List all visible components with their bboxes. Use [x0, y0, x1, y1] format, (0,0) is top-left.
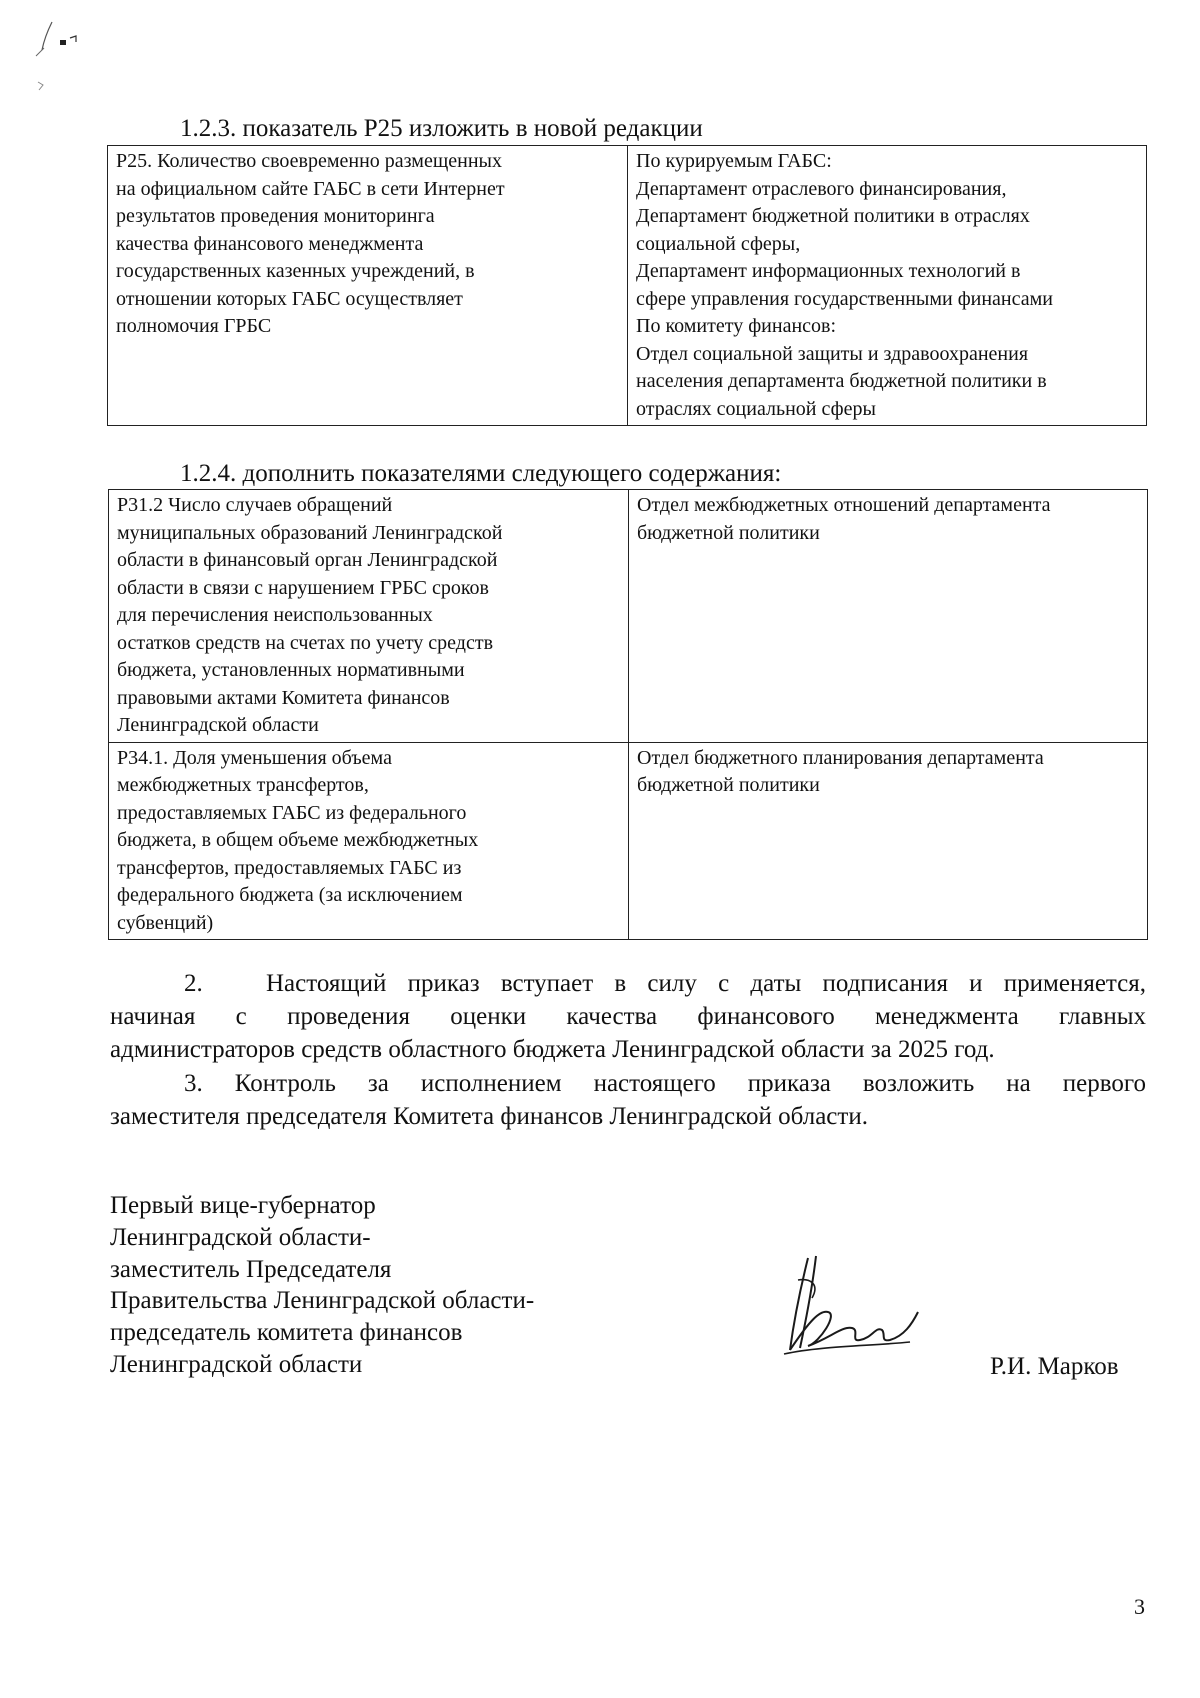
indicator-table-additions [108, 489, 1148, 940]
signatory-name: Р.И. Марков [990, 1353, 1119, 1380]
cell-line: бюджета, в общем объеме межбюджетных [117, 829, 479, 851]
indicator-cell [109, 742, 629, 940]
cell-line: результатов проведения мониторинга [116, 205, 435, 227]
table-row [109, 490, 1148, 743]
cell-line: сфере управления государственными финансами [636, 287, 1053, 310]
cell-line: трансфертов, предоставляемых ГАБС из [117, 856, 462, 879]
cell-line: муниципальных образований Ленинградской [117, 521, 503, 544]
cell-line: бюджетной политики [637, 774, 820, 796]
paragraph-line: 3. Контроль за исполнением настоящего приказа возложить на первого [184, 1070, 1146, 1097]
cell-line: правовыми актами Комитета финансов [117, 686, 450, 709]
responsible-cell [628, 146, 1147, 426]
cell-line: для перечисления неиспользованных [117, 604, 433, 626]
handwritten-signature [780, 1250, 930, 1360]
signatory-title-line: заместитель Председателя [110, 1255, 392, 1283]
cell-line: области в связи с нарушением ГРБС сроков [117, 576, 489, 599]
signatory-title-line: председатель комитета финансов [110, 1319, 463, 1347]
signatory-title-line: Ленинградской области- [110, 1223, 371, 1251]
paragraph-number: 2. [184, 970, 203, 997]
indicator-cell [108, 146, 628, 426]
signatory-title [110, 1190, 534, 1381]
cell-line: Ленинградской области [117, 714, 319, 736]
page-number: 3 [1134, 1594, 1145, 1619]
cell-line: Департамент отраслевого финансирования, [636, 177, 1007, 200]
cell-line: Отдел межбюджетных отношений департамента [637, 494, 1051, 516]
cell-line: полномочия ГРБС [116, 315, 272, 337]
cell-line: По курируемым ГАБС: [636, 150, 832, 172]
paragraph-line-text: Настоящий приказ вступает в силу с даты подписания и применяется, [266, 970, 1146, 997]
cell-line: Отдел бюджетного планирования департамента [637, 746, 1044, 769]
cell-line: качества финансового менеджмента [116, 232, 424, 255]
paragraph-2 [110, 967, 1146, 1066]
cell-line: бюджета, установленных нормативными [117, 659, 465, 681]
cell-line: Р31.2 Число случаев обращений [117, 494, 393, 516]
responsible-cell [629, 490, 1148, 743]
paragraph-line: начиная с проведения оценки качества финансового менеджмента главных [110, 1003, 1146, 1030]
cell-line: федерального бюджета (за исключением [117, 884, 463, 906]
cell-line: межбюджетных трансфертов, [117, 774, 369, 796]
paragraph-line: администраторов средств областного бюджета Ленинградской области за 2025 год. [110, 1036, 995, 1063]
cell-line: Отдел социальной защиты и здравоохранения [636, 342, 1029, 365]
signatory-title-line: Ленинградской области [110, 1350, 363, 1378]
cell-line: Р34.1. Доля уменьшения объема [117, 746, 392, 769]
signatory-title-line: Первый вице-губернатор [110, 1192, 376, 1219]
paragraph-3 [110, 1067, 1146, 1133]
indicator-cell [109, 490, 629, 743]
cell-line: По комитету финансов: [636, 315, 837, 337]
cell-line: на официальном сайте ГАБС в сети Интернет [116, 177, 505, 200]
cell-line: социальной сферы, [636, 232, 801, 255]
indicator-table-p25 [107, 145, 1147, 426]
cell-line: бюджетной политики [637, 521, 820, 544]
cell-line: Департамент информационных технологий в [636, 260, 1021, 282]
scan-marks [30, 10, 100, 100]
paragraph-line [110, 967, 1146, 1000]
cell-line: населения департамента бюджетной политики в [636, 370, 1047, 392]
section-heading-1-2-3: 1.2.3. показатель Р25 изложить в новой редакции [180, 115, 703, 142]
cell-line: отношении которых ГАБС осуществляет [116, 287, 463, 310]
cell-line: отраслях социальной сферы [636, 397, 876, 420]
table-row [108, 146, 1147, 426]
paragraph-line: заместителя председателя Комитета финансов Ленинградской области. [110, 1103, 868, 1130]
responsible-cell [629, 742, 1148, 940]
cell-line: области в финансовый орган Ленинградской [117, 549, 498, 571]
section-heading-1-2-4: 1.2.4. дополнить показателями следующего содержания: [180, 460, 782, 487]
cell-line: остатков средств на счетах по учету средств [117, 631, 494, 654]
cell-line: предоставляемых ГАБС из федерального [117, 801, 467, 824]
signatory-title-line: Правительства Ленинградской области- [110, 1287, 535, 1315]
cell-line: государственных казенных учреждений, в [116, 260, 475, 282]
cell-line: Департамент бюджетной политики в отраслях [636, 205, 1030, 227]
table-row [109, 742, 1148, 940]
cell-line: субвенций) [117, 911, 214, 934]
cell-line: Р25. Количество своевременно размещенных [116, 150, 502, 172]
